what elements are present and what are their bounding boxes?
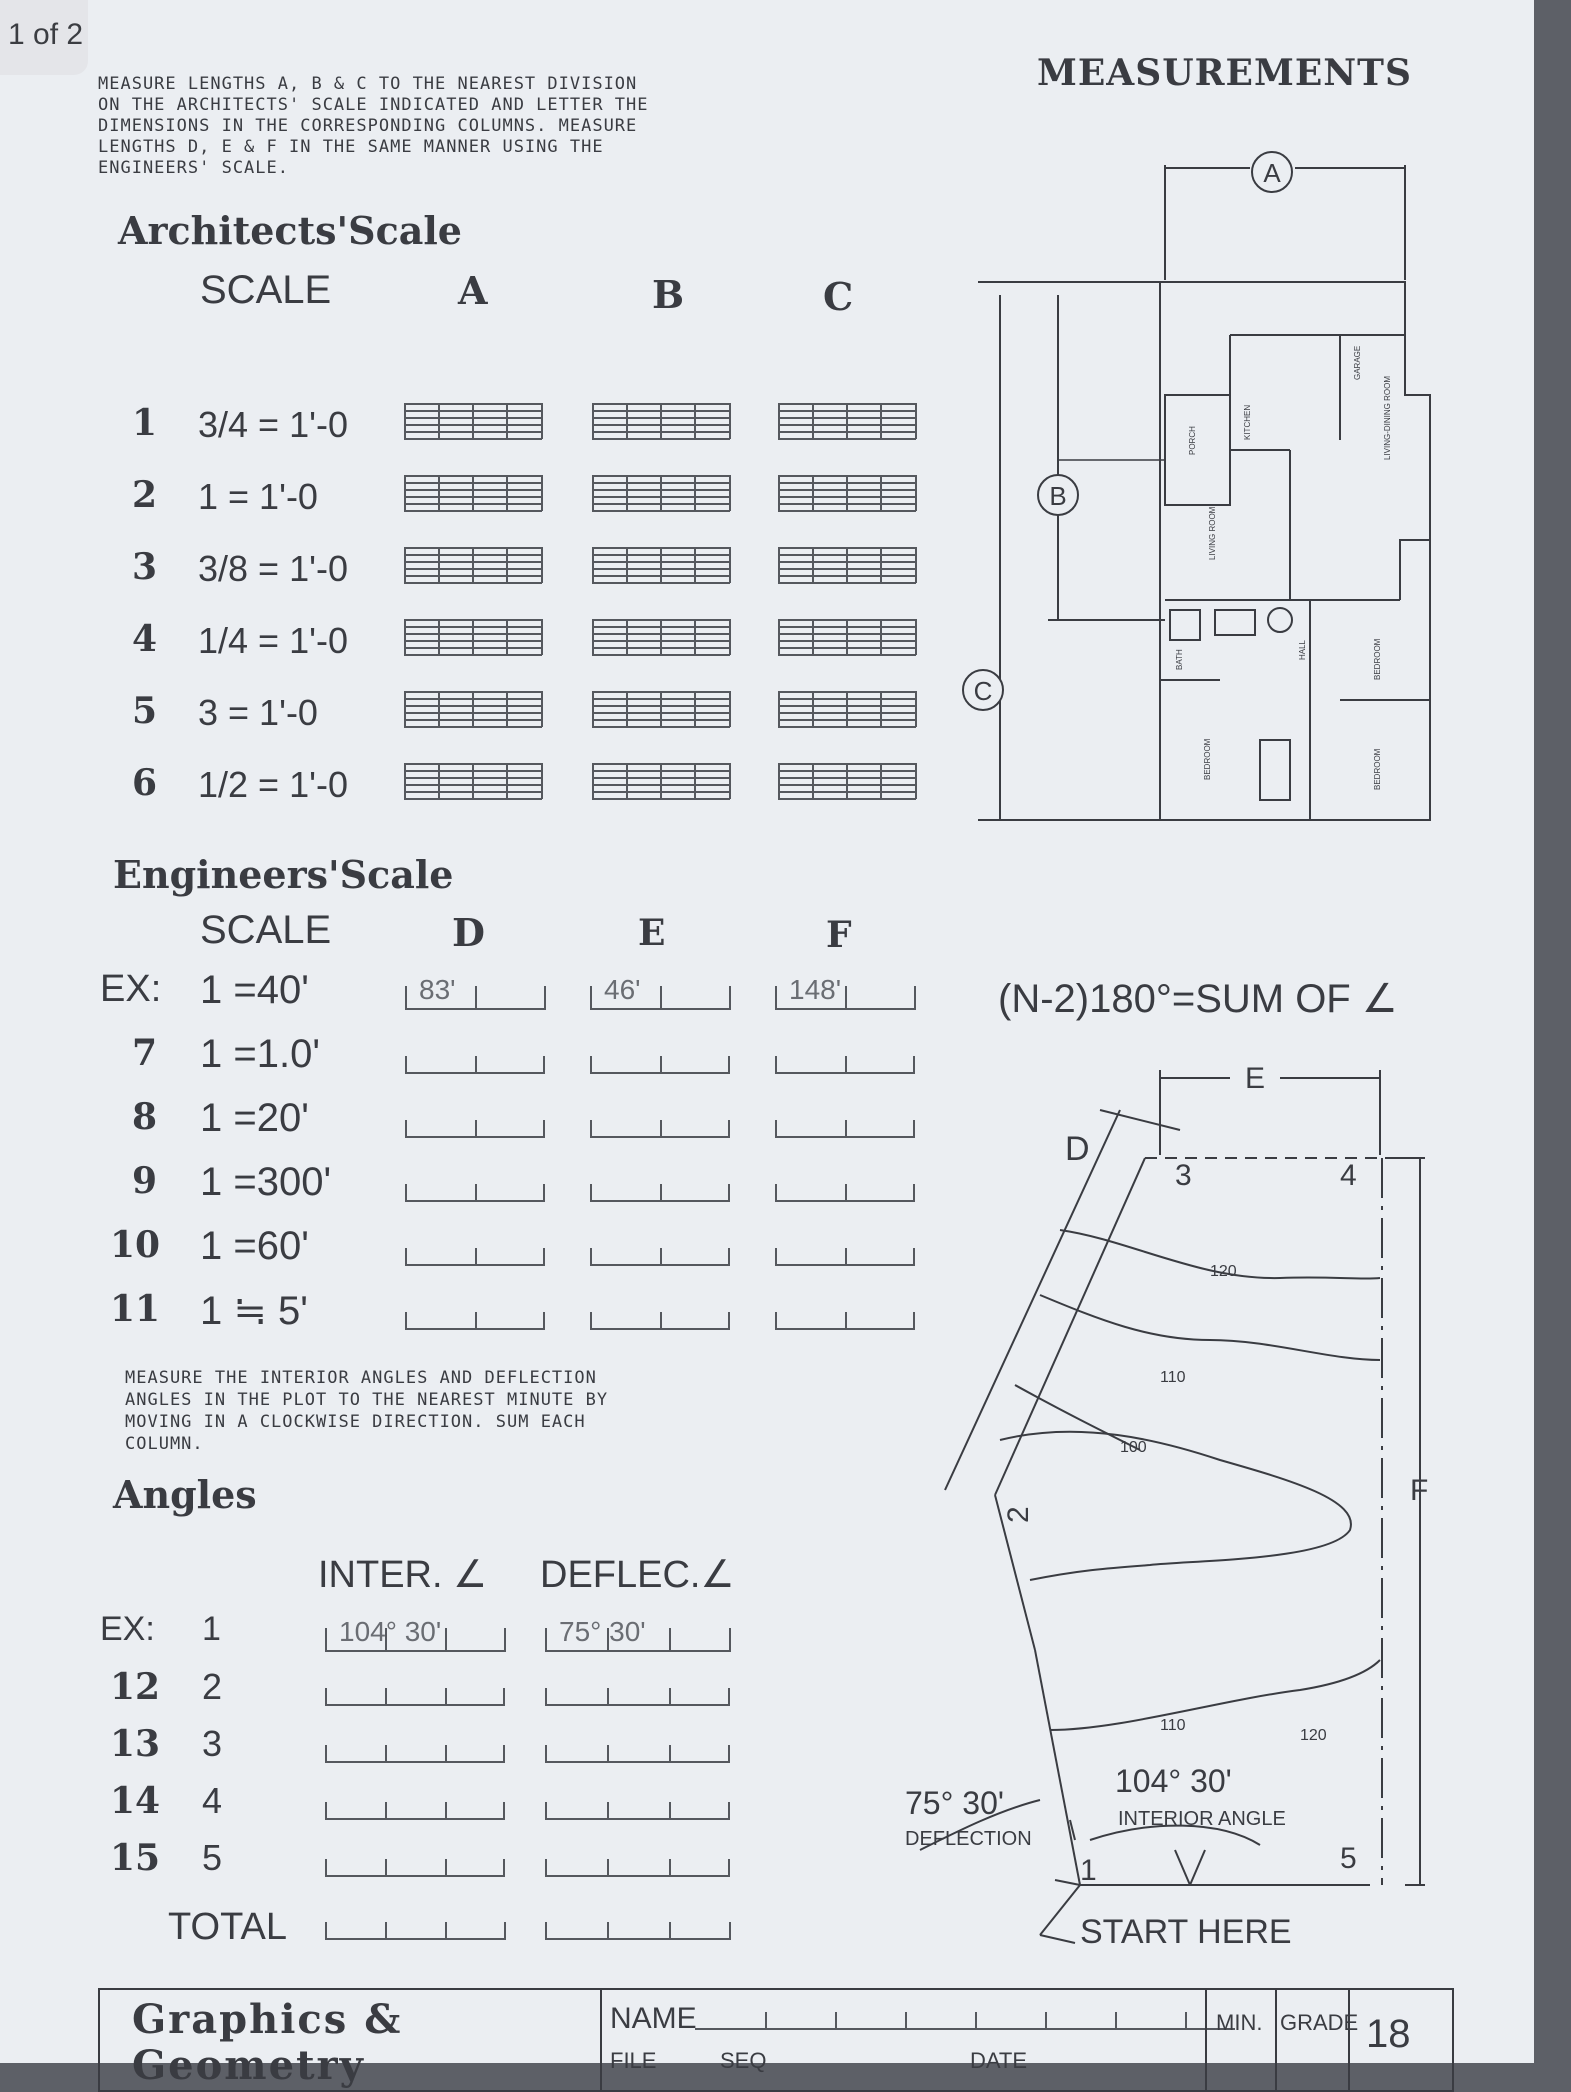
scale-value: 3/4 = 1'-0 bbox=[198, 404, 348, 445]
point-number: 2 bbox=[202, 1666, 223, 1707]
grade-label: GRADE bbox=[1280, 2010, 1359, 2035]
course-subtitle: Geometry bbox=[132, 2042, 365, 2089]
worksheet-title: MEASUREMENTS bbox=[1037, 52, 1412, 94]
name-label: NAME bbox=[610, 2002, 697, 2035]
instruction-line: ANGLES IN THE PLOT TO THE NEAREST MINUTE BY bbox=[125, 1390, 609, 1410]
row-number: 11 bbox=[110, 1288, 161, 1330]
column-header-b: B bbox=[652, 272, 685, 317]
example-value-e: 46' bbox=[590, 966, 730, 1010]
deflection-value: 75° 30' bbox=[905, 1785, 1004, 1821]
answer-grid[interactable] bbox=[592, 619, 730, 655]
scale-value: 1 =1.0' bbox=[200, 1032, 320, 1076]
instruction-line: DIMENSIONS IN THE CORRESPONDING COLUMNS. MEASURE bbox=[98, 116, 638, 136]
example-deflection-angle: 75° 30' bbox=[545, 1608, 730, 1652]
interior-angle-blank[interactable] bbox=[325, 1668, 505, 1706]
instruction-line: LENGTHS D, E & F IN THE SAME MANNER USING THE bbox=[98, 137, 604, 157]
row-number: 8 bbox=[132, 1096, 158, 1138]
answer-blank[interactable] bbox=[405, 1100, 545, 1138]
instruction-line: COLUMN. bbox=[125, 1434, 204, 1454]
plot-point-2: 2 bbox=[1002, 1506, 1035, 1523]
room-label: LIVING-DINING ROOM bbox=[1383, 375, 1392, 460]
answer-grid[interactable] bbox=[404, 475, 542, 511]
answer-grid[interactable] bbox=[592, 547, 730, 583]
answer-blank[interactable] bbox=[590, 1292, 730, 1330]
example-value-f: 148' bbox=[775, 966, 915, 1010]
example-interior-angle: 104° 30' bbox=[325, 1608, 505, 1652]
answer-grid[interactable] bbox=[404, 547, 542, 583]
instruction-line: ENGINEERS' SCALE. bbox=[98, 158, 289, 178]
row-number: 9 bbox=[132, 1160, 158, 1202]
total-interior-blank[interactable] bbox=[325, 1902, 505, 1940]
sheet-number: 18 bbox=[1366, 2012, 1411, 2056]
interior-caption: INTERIOR ANGLE bbox=[1118, 1808, 1286, 1830]
contour-label: 120 bbox=[1300, 1727, 1327, 1744]
row-number: 2 bbox=[132, 474, 158, 516]
room-label: GARAGE bbox=[1353, 345, 1362, 380]
interior-angle-blank[interactable] bbox=[325, 1839, 505, 1877]
answer-grid[interactable] bbox=[592, 691, 730, 727]
row-number: 14 bbox=[110, 1780, 161, 1822]
room-label: LIVING ROOM bbox=[1208, 506, 1217, 560]
example-scale: 1 =40' bbox=[200, 968, 309, 1012]
plot-point-3: 3 bbox=[1175, 1159, 1192, 1192]
angles-heading: Angles bbox=[113, 1472, 257, 1517]
scale-column-header: SCALE bbox=[200, 268, 332, 312]
answer-grid[interactable] bbox=[592, 763, 730, 799]
plot-label-d: D bbox=[1065, 1130, 1090, 1168]
answer-grid[interactable] bbox=[778, 475, 916, 511]
answer-blank[interactable] bbox=[775, 1036, 915, 1074]
interior-angle-blank[interactable] bbox=[325, 1725, 505, 1763]
row-number: 4 bbox=[132, 618, 158, 660]
scale-column-header: SCALE bbox=[200, 908, 332, 952]
total-deflection-blank[interactable] bbox=[545, 1902, 730, 1940]
name-field[interactable] bbox=[695, 1998, 1235, 2030]
scale-value: 1/2 = 1'-0 bbox=[198, 764, 348, 805]
plot-point-5: 5 bbox=[1340, 1842, 1357, 1875]
dimension-label-b: B bbox=[1049, 481, 1067, 511]
contour-label: 120 bbox=[1210, 1263, 1237, 1280]
minutes-label: MIN. bbox=[1216, 2010, 1263, 2035]
deflection-angle-header: DEFLEC.∠ bbox=[540, 1554, 735, 1596]
room-label: PORCH bbox=[1188, 426, 1197, 455]
answer-grid[interactable] bbox=[778, 691, 916, 727]
answer-blank[interactable] bbox=[775, 1100, 915, 1138]
row-number: 1 bbox=[132, 402, 158, 444]
answer-blank[interactable] bbox=[405, 1292, 545, 1330]
answer-grid[interactable] bbox=[404, 691, 542, 727]
column-header-d: D bbox=[452, 910, 485, 955]
contour-label: 110 bbox=[1160, 1717, 1186, 1734]
instruction-line: MOVING IN A CLOCKWISE DIRECTION. SUM EACH bbox=[125, 1412, 586, 1432]
plot-point-1: 1 bbox=[1080, 1854, 1097, 1887]
page-indicator bbox=[0, 0, 88, 75]
answer-grid[interactable] bbox=[404, 619, 542, 655]
room-label: BATH bbox=[1175, 649, 1184, 670]
row-number: 7 bbox=[132, 1032, 158, 1074]
angle-example-point: 1 bbox=[202, 1610, 221, 1648]
column-header-a: A bbox=[458, 268, 488, 313]
row-number: 3 bbox=[132, 546, 158, 588]
floor-plan-dimensions bbox=[960, 140, 1440, 840]
answer-blank[interactable] bbox=[405, 1164, 545, 1202]
contour-label: 110 bbox=[1160, 1369, 1186, 1386]
answer-blank[interactable] bbox=[590, 1228, 730, 1266]
interior-value: 104° 30' bbox=[1115, 1763, 1232, 1799]
row-number: 15 bbox=[110, 1837, 161, 1879]
example-value-d: 83' bbox=[405, 966, 545, 1010]
answer-grid[interactable] bbox=[592, 475, 730, 511]
deflection-angle-blank[interactable] bbox=[545, 1782, 730, 1820]
scale-value: 1 =20' bbox=[200, 1096, 309, 1140]
scale-value: 1 =300' bbox=[200, 1160, 332, 1204]
scale-value: 1 = 1'-0 bbox=[198, 476, 318, 517]
seq-label: SEQ bbox=[720, 2048, 767, 2073]
column-header-c: C bbox=[823, 274, 854, 319]
answer-grid[interactable] bbox=[404, 763, 542, 799]
deflection-angle-blank[interactable] bbox=[545, 1725, 730, 1763]
course-title: Graphics & bbox=[132, 1996, 403, 2043]
answer-grid[interactable] bbox=[778, 619, 916, 655]
contour-label: 100 bbox=[1120, 1439, 1147, 1456]
row-number: 10 bbox=[110, 1224, 161, 1266]
room-label: BEDROOM bbox=[1373, 748, 1382, 790]
answer-grid[interactable] bbox=[778, 403, 916, 439]
point-number: 4 bbox=[202, 1780, 223, 1821]
start-here-label: START HERE bbox=[1080, 1913, 1292, 1951]
row-number: 12 bbox=[110, 1666, 161, 1708]
scale-value: 1 =60' bbox=[200, 1224, 309, 1268]
scale-value: 3/8 = 1'-0 bbox=[198, 548, 348, 589]
point-number: 3 bbox=[202, 1723, 223, 1764]
plot-drawing bbox=[900, 1040, 1460, 1970]
point-number: 5 bbox=[202, 1837, 223, 1878]
instruction-line: MEASURE THE INTERIOR ANGLES AND DEFLECTION bbox=[125, 1368, 597, 1388]
row-number: 6 bbox=[132, 762, 158, 804]
answer-blank[interactable] bbox=[405, 1228, 545, 1266]
deflection-angle-blank[interactable] bbox=[545, 1668, 730, 1706]
row-number: 13 bbox=[110, 1723, 161, 1765]
example-label: EX: bbox=[100, 968, 162, 1010]
engineers-scale-heading: Engineers'Scale bbox=[113, 852, 454, 897]
column-header-e: E bbox=[638, 912, 666, 954]
answer-blank[interactable] bbox=[590, 1100, 730, 1138]
answer-blank[interactable] bbox=[775, 1292, 915, 1330]
instruction-line: MEASURE LENGTHS A, B & C TO THE NEAREST DIVISION bbox=[98, 74, 638, 94]
answer-blank[interactable] bbox=[590, 1036, 730, 1074]
total-label: TOTAL bbox=[168, 1906, 287, 1948]
plot-label-e: E bbox=[1245, 1062, 1266, 1095]
angle-example-label: EX: bbox=[100, 1610, 155, 1648]
deflection-caption: DEFLECTION bbox=[905, 1828, 1032, 1850]
room-label: BEDROOM bbox=[1203, 738, 1212, 780]
page-indicator-text: 1 of 2 bbox=[8, 18, 84, 51]
scale-value: 3 = 1'-0 bbox=[198, 692, 318, 733]
file-label: FILE bbox=[610, 2048, 657, 2073]
scale-value: 1 ≒ 5' bbox=[200, 1289, 308, 1333]
architects-scale-heading: Architects'Scale bbox=[118, 208, 462, 253]
column-header-f: F bbox=[826, 914, 852, 956]
answer-grid[interactable] bbox=[778, 547, 916, 583]
polygon-angle-formula: (N-2)180°=SUM OF ∠ bbox=[998, 977, 1398, 1021]
interior-angle-blank[interactable] bbox=[325, 1782, 505, 1820]
interior-angle-header: INTER. ∠ bbox=[318, 1554, 488, 1596]
answer-blank[interactable] bbox=[775, 1228, 915, 1266]
plot-label-f: F bbox=[1410, 1474, 1429, 1507]
dimension-label-a: A bbox=[1263, 158, 1281, 188]
answer-blank[interactable] bbox=[775, 1164, 915, 1202]
date-label: DATE bbox=[970, 2048, 1028, 2073]
answer-grid[interactable] bbox=[404, 403, 542, 439]
title-block bbox=[98, 1988, 1454, 2092]
answer-grid[interactable] bbox=[592, 403, 730, 439]
row-number: 5 bbox=[132, 690, 158, 732]
answer-blank[interactable] bbox=[590, 1164, 730, 1202]
answer-grid[interactable] bbox=[778, 763, 916, 799]
plot-point-4: 4 bbox=[1340, 1159, 1357, 1192]
instruction-line: ON THE ARCHITECTS' SCALE INDICATED AND LETTER THE bbox=[98, 95, 649, 115]
room-label: HALL bbox=[1298, 639, 1307, 660]
room-label: BEDROOM bbox=[1373, 638, 1382, 680]
answer-blank[interactable] bbox=[405, 1036, 545, 1074]
dimension-label-c: C bbox=[973, 676, 993, 706]
deflection-angle-blank[interactable] bbox=[545, 1839, 730, 1877]
scale-value: 1/4 = 1'-0 bbox=[198, 620, 348, 661]
room-label: KITCHEN bbox=[1243, 404, 1252, 440]
